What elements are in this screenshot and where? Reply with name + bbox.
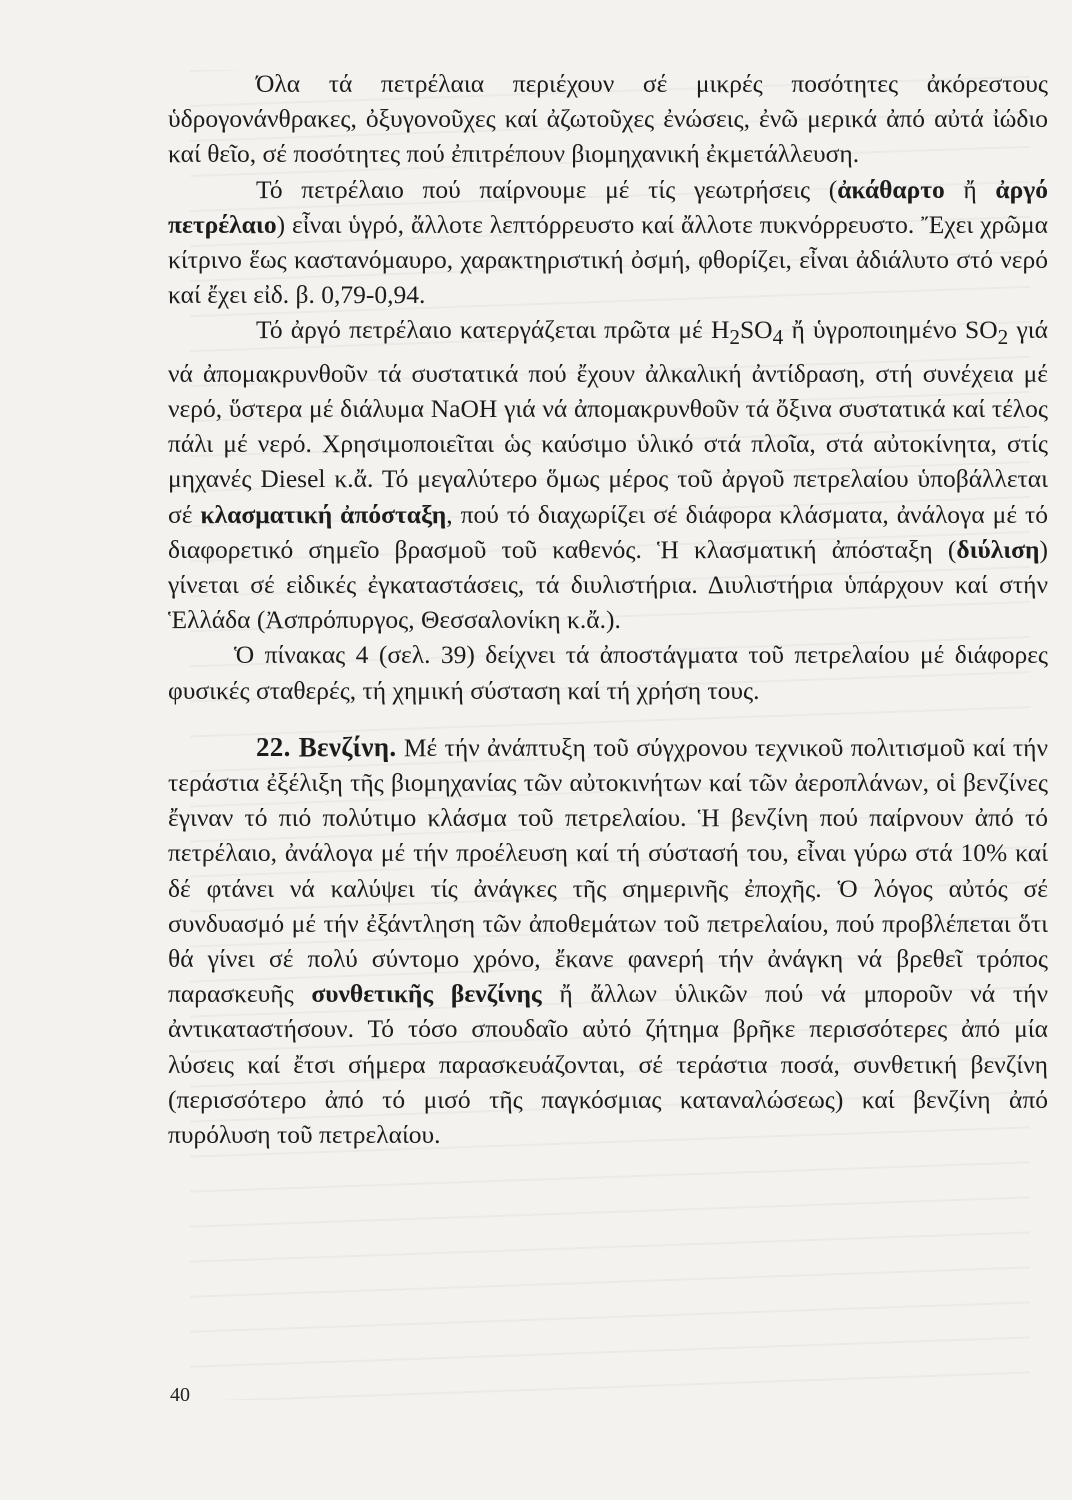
- section-22: [168, 730, 1048, 1152]
- paragraph-2: [168, 172, 1048, 313]
- text-run: Μέ τήν ἀνάπτυξη τοῦ σύγχρονου τεχνικοῦ πολιτισμοῦ καί τήν τεράστια ἐξέλιξη τῆς βιομηχανίας τῶν αὐτοκινήτων καί τῶν ἀεροπλάνων, οἱ βενζίνες ἔγιναν τό πιό πολύτιμο κλάσμα τοῦ πετρελαίου. Ἡ βενζίνη πού παίρνουν ἀπό τό πετρέλαιο, ἀνάλογα μέ τήν προέλευση καί τή σύστασή του, εἶναι γύρω στά 10% καί δέ φτάνει νά καλύψει τίς ἀνάγκες τῆς σημερινῆς ἐποχῆς. Ὁ λόγος αὐτός σέ συνδυασμό μέ τήν ἐξάντληση τῶν ἀποθεμάτων τοῦ πετρελαίου, πού προβλέπεται ὅτι θά γίνει σέ πολύ σύντομο χρόνο, ἔκανε φανερή τήν ἀνάγκη νά βρεθεῖ τρόπος παρασκευῆς: [168, 732, 1048, 1009]
- subscript: 2: [997, 325, 1009, 350]
- term-bold: κλασματική ἀπόσταξη: [200, 499, 447, 529]
- term-bold: συνθετικῆς βενζίνης: [311, 979, 542, 1009]
- text-run: ἤ ὑγροποιημένο SO: [783, 315, 998, 345]
- text-run: ἤ: [944, 174, 996, 204]
- text-run: ) γίνεται σέ εἰδικές ἐγκαταστάσεις, τά διυλιστήρια. Διυλιστήρια ὑπάρχουν καί στήν Ἑλλάδα (Ἀσπρόπυργος, Θεσσαλονίκη κ.ἄ.).: [168, 534, 1048, 635]
- paragraph-1-text: Όλα τά πετρέλαια περιέχουν σέ μικρές ποσότητες ἀκόρεστους ὑδρογονάνθρακες, ὀξυγονοῦχες καί ἀζωτοῦχες ἐνώσεις, ἐνῶ μερικά ἀπό αὐτά ἰώδιο καί θεῖο, σέ ποσότητες πού ἐπιτρέπουν βιομηχανική ἐκμετάλλευση.: [168, 69, 1048, 169]
- term-bold: ἀργό πετρέλαιο: [168, 174, 1048, 239]
- term-bold: διύλιση: [956, 534, 1040, 564]
- paragraph-1: [168, 66, 1048, 172]
- text-run: , πού τό διαχωρίζει σέ διάφορα κλάσματα, ἀνάλογα μέ τό διαφορετικό σημεῖο βρασμοῦ τοῦ καθενός. Ἡ κλασματική ἀπόσταξη (: [168, 499, 1048, 564]
- text-run: ) εἶναι ὑγρό, ἄλλοτε λεπτόρρευστο καί ἄλλοτε πυκνόρρευστο. Ἔχει χρῶμα κίτρινο ἕως καστανόμαυρο, χαρακτηριστική ὀσμή, φθορίζει, εἶναι ἀδιάλυτο στό νερό καί ἔχει εἰδ. β. 0,79-0,94.: [168, 209, 1048, 310]
- subscript: 4: [772, 325, 784, 350]
- text-run: ἤ ἄλλων ὑλικῶν πού νά μποροῦν νά τήν ἀντικαταστήσουν. Τό τόσο σπουδαῖο αὐτό ζήτημα βρῆκε περισσότερες ἀπό μία λύσεις καί ἔτσι σήμερα παρασκευάζονται, σέ τεράστια ποσά, συνθετική βενζίνη (περισσότερο ἀπό τό μισό τῆς παγκόσμιας καταναλώσεως) καί βενζίνη ἀπό πυρόλυση τοῦ πετρελαίου.: [168, 979, 1048, 1149]
- page-number: 40: [170, 1384, 190, 1406]
- text-run: SO: [740, 315, 773, 345]
- text-run: Τό πετρέλαιο πού παίρνουμε μέ τίς γεωτρήσεις (: [256, 174, 838, 204]
- text-run: Τό ἀργό πετρέλαιο κατεργάζεται πρῶτα μέ H: [256, 315, 730, 345]
- paragraph-3: [168, 312, 1048, 637]
- text-run: γιά νά ἀπομακρυνθοῦν τά συστατικά πού ἔχουν ἀλκαλική ἀντίδραση, στή συνέχεια μέ νερό, ὕστερα μέ διάλυμα NaOH γιά νά ἀπομακρυνθοῦν τά ὄξινα συστατικά καί τέλος πάλι μέ νερό. Χρησιμοποιεῖται ὡς καύσιμο ὑλικό στά πλοῖα, στά αὐτοκίνητα, στίς μηχανές Diesel κ.ἄ. Τό μεγαλύτερο ὅμως μέρος τοῦ ἀργοῦ πετρελαίου ὑποβάλλεται σέ: [168, 315, 1049, 529]
- subscript: 2: [729, 325, 740, 350]
- paragraph-4: [168, 637, 1048, 707]
- paragraph-4-text: Ὁ πίνακας 4 (σελ. 39) δείχνει τά ἀποστάγματα τοῦ πετρελαίου μέ διάφορες φυσικές σταθερές, τή χημική σύσταση καί τή χρήση τους.: [168, 640, 1048, 705]
- section-title: 22. Βενζίνη.: [256, 731, 397, 762]
- page-body: [168, 66, 1048, 1152]
- term-bold: ἀκάθαρτο: [837, 174, 945, 204]
